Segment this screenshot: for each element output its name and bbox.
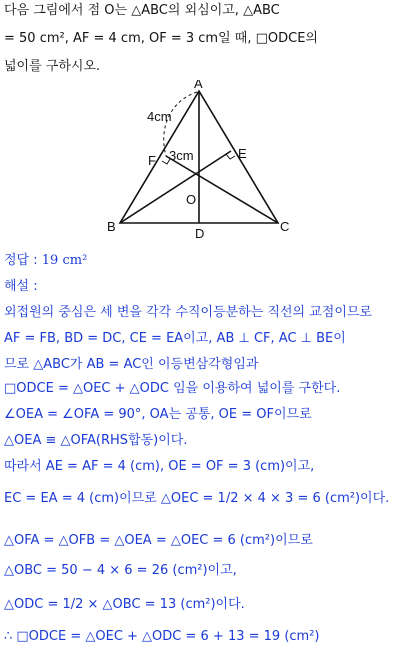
explanation-line-7: 따라서 AE = AF = 4 (cm), OE = OF = 3 (cm)이고, (4, 459, 315, 474)
explanation-line-12: ∴ □ODCE = △OEC + △ODC = 6 + 13 = 19 (cm²) (4, 629, 320, 644)
label-f: F (148, 153, 156, 168)
explanation-line-5: ∠OEA = ∠OFA = 90°, OA는 공통, OE = OF이므로 (4, 407, 312, 422)
problem-line-3: 넓이를 구하시오. (4, 59, 101, 74)
explanation-line-3: 므로 △ABC가 AB = AC인 이등변삼각형임과 (4, 357, 259, 372)
label-d: D (195, 226, 205, 240)
explanation-line-1: 외접원의 중심은 세 변을 각각 수직이등분하는 직선의 교점이므로 (4, 305, 372, 320)
explanation-line-9: △OFA = △OFB = △OEA = △OEC = 6 (cm²)이므로 (4, 533, 313, 548)
explanation-line-11: △ODC = 1/2 × △OBC = 13 (cm²)이다. (4, 597, 245, 612)
label-e: E (238, 146, 247, 161)
problem-line-2: = 50 cm², AF = 4 cm, OF = 3 cm일 때, □ODCE의 (4, 31, 318, 46)
answer-row (4, 252, 398, 270)
answer-value: 19 cm² (41, 253, 88, 268)
label-length-of: 3cm (169, 148, 194, 163)
explanation-line-8: EC = EA = 4 (cm)이므로 △OEC = 1/2 × 4 × 3 = 6 (cm²)이다. (4, 491, 390, 506)
triangle-figure (100, 80, 300, 240)
explanation-line-6: △OEA ≡ △OFA(RHS합동)이다. (4, 433, 188, 448)
explanation-line-4: □ODCE = △OEC + △ODC 임을 이용하여 넓이를 구한다. (4, 381, 341, 396)
explanation-label: 해설 : (4, 279, 38, 294)
label-b: B (107, 219, 116, 234)
segment-cf (166, 156, 278, 223)
label-c: C (280, 219, 290, 234)
label-a: A (194, 80, 203, 91)
label-o: O (186, 192, 197, 207)
problem-line-1: 다음 그림에서 점 O는 △ABC의 외심이고, △ABC (4, 3, 280, 18)
answer-label: 정답 : (4, 253, 38, 268)
explanation-line-10: △OBC = 50 − 4 × 6 = 26 (cm²)이고, (4, 563, 237, 578)
label-length-af: 4cm (147, 109, 172, 124)
explanation-line-2: AF = FB, BD = DC, CE = EA이고, AB ⊥ CF, AC ⊥ BE이 (4, 331, 346, 346)
right-angle-e (226, 154, 235, 159)
